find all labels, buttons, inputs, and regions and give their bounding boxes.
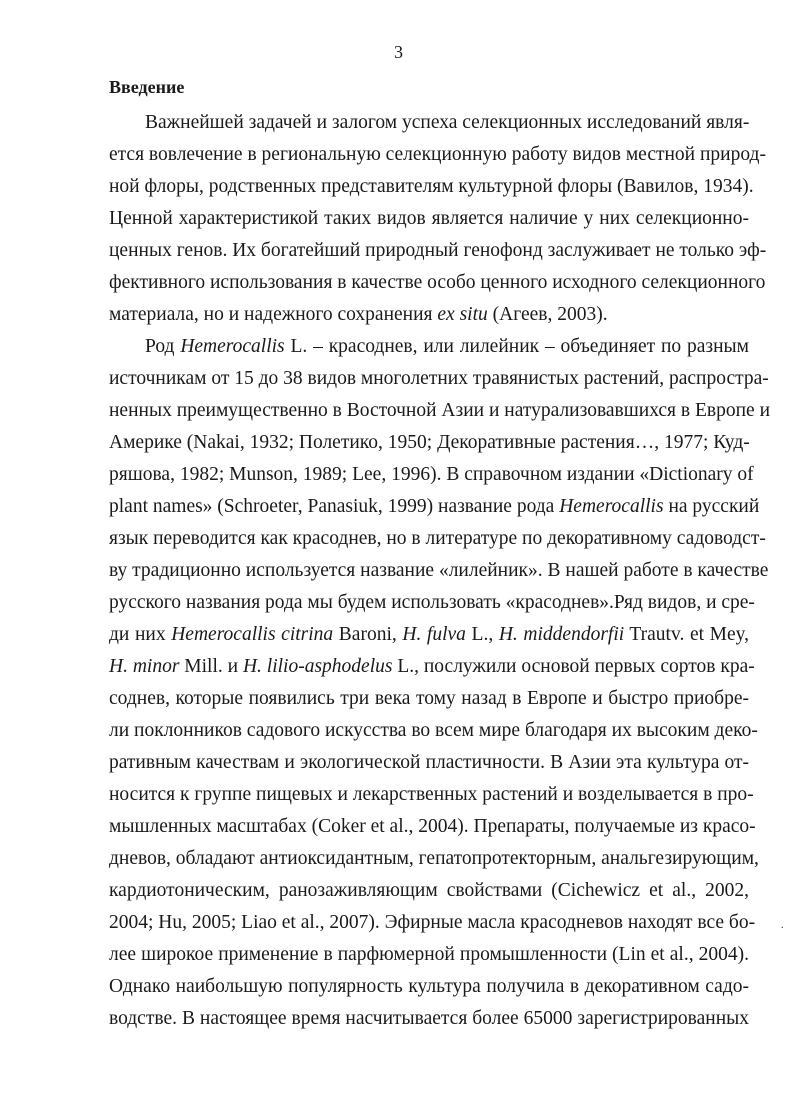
text-line: язык переводится как красоднев, но в литературе по декоративному садоводст- <box>109 528 766 549</box>
text-line: кардиотоническим, ранозаживляющим свойствами (Cichewicz et al., 2002, <box>109 880 749 901</box>
text-line: Род Hemerocallis L. – красоднев, или лилейник – объединяет по разным <box>145 336 749 357</box>
italic-term: Hemerocallis citrina <box>171 624 334 645</box>
text-line: ративным качествам и экологической пластичности. В Азии эта культура от- <box>109 752 749 773</box>
text-line: plant names» (Schroeter, Panasiuk, 1999) название рода Hemerocallis на русский <box>109 496 760 517</box>
text-line: 2004; Hu, 2005; Liao et al., 2007). Эфирные масла красодневов находят все бо- <box>109 912 756 933</box>
text-line: соднев, которые появились три века тому назад в Европе и быстро приобре- <box>109 688 749 709</box>
text-line: водстве. В настоящее время насчитывается более 65000 зарегистрированных <box>109 1008 749 1029</box>
text-line: фективного использования в качестве особо ценного исходного селекционного <box>109 272 766 293</box>
text-line: H. minor Mill. и H. lilio-asphodelus L., послужили основой первых сортов кра- <box>109 656 755 677</box>
italic-term: ex situ <box>437 304 488 325</box>
text-line: ряшова, 1982; Munson, 1989; Lee, 1996). В справочном издании «Dictionary of <box>109 464 754 485</box>
text-line: ди них Hemerocallis citrina Baroni, H. fulva L., H. middendorfii Trautv. et Mey, <box>109 624 749 645</box>
text-line: ется вовлечение в региональную селекционную работу видов местной природ- <box>109 144 766 165</box>
italic-term: H. lilio-asphodelus <box>242 656 393 677</box>
italic-term: H. middendorfii <box>498 624 625 645</box>
text-line: Америке (Nakai, 1932; Полетико, 1950; Декоративные растения…, 1977; Куд- <box>109 432 750 453</box>
section-heading: Введение <box>109 77 185 97</box>
stray-mark: . <box>781 920 784 931</box>
text-line: носится к группе пищевых и лекарственных растений и возделывается в про- <box>109 784 754 805</box>
text-line: мышленных масштабах (Coker et al., 2004). Препараты, получаемые из красо- <box>109 816 756 837</box>
text-line: ценных генов. Их богатейший природный генофонд заслуживает не только эф- <box>109 240 767 261</box>
page-number: 3 <box>394 42 403 62</box>
italic-term: H. minor <box>109 656 180 677</box>
text-line: лее широкое применение в парфюмерной промышленности (Lin et al., 2004). <box>109 944 749 965</box>
text-line: Однако наибольшую популярность культура получила в декоративном садо- <box>109 976 749 997</box>
italic-term: H. fulva <box>402 624 466 645</box>
text-line: материала, но и надежного сохранения ex situ (Агеев, 2003). <box>109 304 608 325</box>
text-line: источникам от 15 до 38 видов многолетних травянистых растений, распростра- <box>109 368 769 389</box>
text-line: дневов, обладают антиоксидантным, гепатопротекторным, анальгезирующим, <box>109 848 759 869</box>
text-line: ву традиционно используется название «лилейник». В нашей работе в качестве <box>109 560 769 581</box>
text-line: Важнейшей задачей и залогом успеха селекционных исследований явля- <box>145 112 750 133</box>
text-line: Ценной характеристикой таких видов является наличие у них селекционно- <box>109 208 749 229</box>
text-line: ли поклонников садового искусства во всем мире благодаря их высоким деко- <box>109 720 758 741</box>
italic-term: Hemerocallis <box>180 336 285 357</box>
text-line: русского названия рода мы будем использовать «красоднев».Ряд видов, и сре- <box>109 592 755 613</box>
text-line: ной флоры, родственных представителям культурной флоры (Вавилов, 1934). <box>109 176 754 197</box>
text-line: ненных преимущественно в Восточной Азии и натурализовавшихся в Европе и <box>109 400 771 421</box>
italic-term: Hemerocallis <box>559 496 664 517</box>
